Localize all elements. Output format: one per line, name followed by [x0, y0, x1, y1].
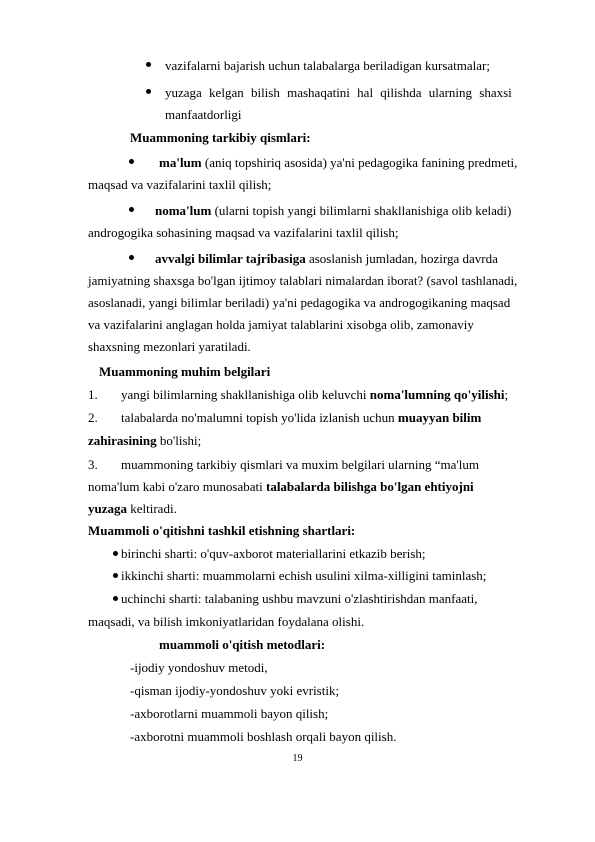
list-item: yuzaga kelgan bilish mashaqatini hal qilishda ularning shaxsi [165, 85, 512, 100]
section-heading: Muammoli o'qitishni tashkil etishning shartlari: [88, 523, 356, 538]
list-number: 3. [88, 457, 98, 472]
bullet-icon [129, 207, 134, 212]
bullet-icon [113, 596, 118, 601]
paragraph-line: maqsadi, va bilish imkoniyatlaridan foydalana olishi. [88, 614, 365, 629]
list-item: -qisman ijodiy-yondoshuv yoki evristik; [130, 683, 340, 698]
list-item: avvalgi bilimlar tajribasiga asoslanish jumladan, hozirga davrda [155, 251, 498, 266]
list-item: yangi bilimlarning shakllanishiga olib keluvchi noma'lumning qo'yilishi; [121, 387, 509, 402]
page-number: 19 [292, 753, 303, 764]
list-item: ikkinchi sharti: muammolarni echish usulini xilma-xilligini taminlash; [121, 568, 487, 583]
paragraph-line: jamiyatning shaxsga bo'lgan ijtimoy talablari nimalardan iborat? (savol tashlanadi, [88, 273, 518, 288]
list-item-continuation: manfaatdorligi [165, 107, 242, 122]
bullet-icon [129, 255, 134, 260]
paragraph-line: shaxsning mezonlari yaratiladi. [88, 339, 251, 354]
list-item: uchinchi sharti: talabaning ushbu mavzuni o'zlashtirishdan manfaati, [121, 591, 478, 606]
paragraph-line: maqsad va vazifalarini taxlil qilish; [88, 177, 272, 192]
paragraph-line: asoslanadi, yangi bilimlar beriladi) ya'ni pedagogika va androgogikaning maqsad [88, 295, 511, 310]
paragraph-line: androgogika sohasining maqsad va vazifalarini taxlil qilish; [88, 225, 399, 240]
bullet-icon [113, 551, 118, 556]
section-heading: Muammoning muhim belgilari [99, 364, 271, 379]
list-item: -axborotlarni muammoli bayon qilish; [130, 706, 329, 721]
list-item: birinchi sharti: o'quv-axborot materiallarini etkazib berish; [121, 546, 426, 561]
list-item: ma'lum (aniq topshiriq asosida) ya'ni pedagogika fanining predmeti, [159, 155, 518, 170]
list-item: talabalarda no'malumni topish yo'lida izlanish uchun muayyan bilim [121, 410, 482, 425]
paragraph-line: zahirasining bo'lishi; [88, 433, 202, 448]
list-number: 2. [88, 410, 98, 425]
paragraph-line: va vazifalarini anglagan holda jamiyat talablarini xisobga olib, zamonaviy [88, 317, 474, 332]
list-item: noma'lum (ularni topish yangi bilimlarni shakllanishiga olib keladi) [155, 203, 512, 218]
list-item: vazifalarni bajarish uchun talabalarga beriladigan kursatmalar; [165, 58, 490, 73]
list-number: 1. [88, 387, 98, 402]
list-item: -axborotni muammoli boshlash orqali bayon qilish. [130, 729, 397, 744]
paragraph-line: yuzaga keltiradi. [88, 501, 177, 516]
list-item: -ijodiy yondoshuv metodi, [130, 660, 268, 675]
bullet-icon [146, 89, 151, 94]
list-item: muammoning tarkibiy qismlari va muxim belgilari ularning “ma'lum [121, 457, 479, 472]
section-heading: Muammoning tarkibiy qismlari: [130, 130, 311, 145]
bullet-icon [146, 62, 151, 67]
section-heading: muammoli o'qitish metodlari: [159, 637, 326, 652]
bullet-icon [129, 159, 134, 164]
paragraph-line: noma'lum kabi o'zaro munosabati talabalarda bilishga bo'lgan ehtiyojni [88, 479, 474, 494]
bullet-icon [113, 573, 118, 578]
